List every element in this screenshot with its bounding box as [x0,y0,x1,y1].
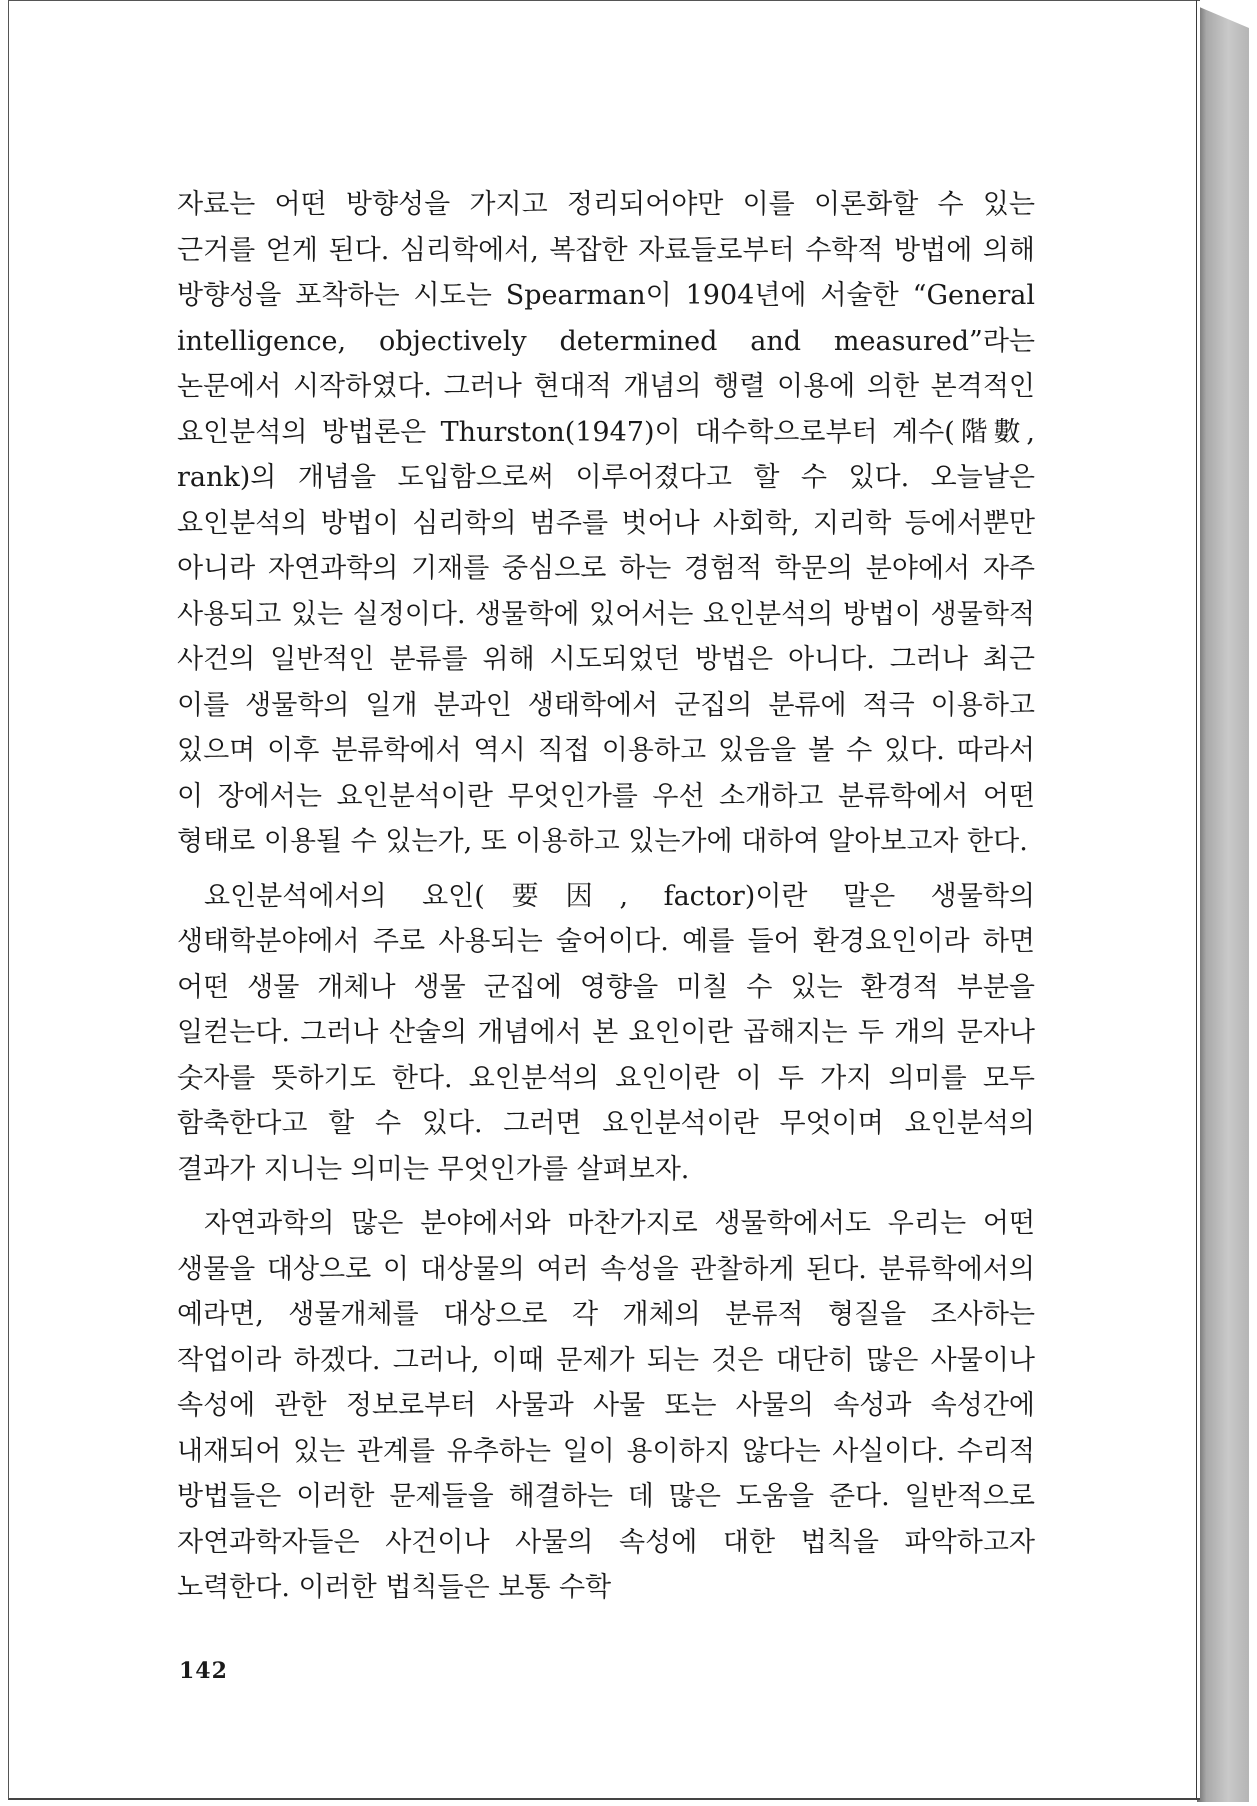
paragraph-1: 자료는 어떤 방향성을 가지고 정리되어야만 이를 이론화할 수 있는 근거를 얻게 된다. 심리학에서, 복잡한 자료들로부터 수학적 방법에 의해 방향성을 포착하는 시도는 Spearman이 1904년에 서술한 “General intelligence, objectively determined and measured”라는 논문에서 시작하였다. 그러나 현대적 개념의 행렬 이용에 의한 본격적인 요인분석의 방법론은 Thurston(1947)이 대수학으로부터 계수(階數, rank)의 개념을 도입함으로써 이루어졌다고 할 수 있다. 오늘날은 요인분석의 방법이 심리학의 범주를 벗어나 사회학, 지리학 등에서뿐만 아니라 자연과학의 기재를 중심으로 하는 경험적 학문의 분야에서 자주 사용되고 있는 실정이다. 생물학에 있어서는 요인분석의 방법이 생물학적 사건의 일반적인 분류를 위해 시도되었던 방법은 아니다. 그러나 최근 이를 생물학의 일개 분과인 생태학에서 군집의 분류에 적극 이용하고 있으며 이후 분류학에서 역시 직접 이용하고 있음을 볼 수 있다. 따라서 이 장에서는 요인분석이란 무엇인가를 우선 소개하고 분류학에서 어떤 형태로 이용될 수 있는가, 또 이용하고 있는가에 대하여 알아보고자 한다. [177,189,1035,857]
page-divider-line [1196,0,1197,1800]
book-page [8,0,1200,1800]
paragraph-3: 자연과학의 많은 분야에서와 마찬가지로 생물학에서도 우리는 어떤 생물을 대상으로 이 대상물의 여러 속성을 관찰하게 된다. 분류학에서의 예라면, 생물개체를 대상으로 각 개체의 분류적 형질을 조사하는 작업이라 하겠다. 그러나, 이때 문제가 되는 것은 대단히 많은 사물이나 속성에 관한 정보로부터 사물과 사물 또는 사물의 속성과 속성간에 내재되어 있는 관계를 유추하는 일이 용이하지 않다는 사실이다. 수리적 방법들은 이러한 문제들을 해결하는 데 많은 도움을 준다. 일반적으로 자연과학자들은 사건이나 사물의 속성에 대한 법칙을 파악하고자 노력한다. 이러한 법칙들은 보통 수학 [177,1208,1035,1603]
paragraph-2: 요인분석에서의 요인(要因, factor)이란 말은 생물학의 생태학분야에서 주로 사용되는 술어이다. 예를 들어 환경요인이라 하면 어떤 생물 개체나 생물 군집에 영향을 미칠 수 있는 환경적 부분을 일컫는다. 그러나 산술의 개념에서 본 요인이란 곱해지는 두 개의 문자나 숫자를 뜻하기도 한다. 요인분석의 요인이란 이 두 가지 의미를 모두 함축한다고 할 수 있다. 그러면 요인분석이란 무엇이며 요인분석의 결과가 지니는 의미는 무엇인가를 살펴보자. [177,880,1035,1185]
page-number: 142 [179,1658,228,1684]
body-text [177,182,1035,1620]
page-stack-edge [1197,6,1249,1802]
